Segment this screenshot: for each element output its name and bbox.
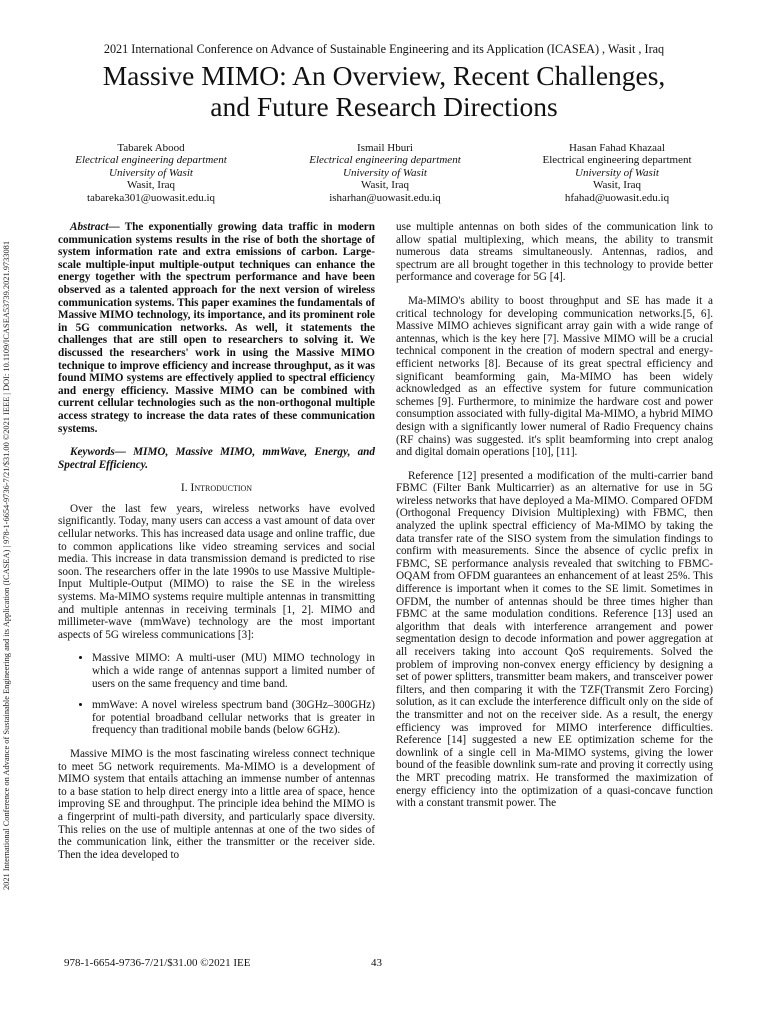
author-city: Wasit, Iraq <box>593 179 641 192</box>
author-university: University of Wasit <box>575 166 659 179</box>
doi-sidebar: 2021 International Conference on Advance of Sustainable Engineering and its Application (ICASEA) | 978-1-6654-9736-7/21/$31.00 ©2021 IEEE | DOI: 10.1109/ICASEA53739.2021.9733081 <box>2 240 11 890</box>
page-number: 43 <box>371 957 382 969</box>
keywords-text: MIMO, Massive MIMO, mmWave, Energy, and Spectral Efficiency. <box>58 446 375 471</box>
technology-list <box>58 652 375 737</box>
author-university: University of Wasit <box>343 166 427 179</box>
section-number: I. <box>180 482 188 495</box>
abstract-label: Abstract— <box>70 221 120 233</box>
author-block-1 <box>36 142 266 204</box>
list-item: • Massive MIMO: A multi-user (MU) MIMO technology in which a wide range of antennas support a limited number of users on the same frequency and time band. <box>92 652 375 690</box>
body-paragraph-3: Reference [12] presented a modification of the multi-carrier band FBMC (Filter Bank Multicarrier) as an alternative for use in 5G wireless networks that have deployed a Ma-MIMO. Compared OFDM (Orthogonal Frequency Division Multiplexing) with FBMC, then analyzed the uplink spectral efficiency of Ma-MIMO by taking the data transfer rate of the SISO system from the simulation findings to confirm with measurements. Since the absence of cyclic prefix in FBMC, SE performance analysis revealed that switching to FBMC-OQAM from OFDM guarantees an enhancement of at least 25%. This difference is important when it comes to the SE limit. Sometimes in OFDM, the number of antennas should be three times higher than FBMC at the same modulation conditions. Reference [13] used an algorithm that deals with interference arrangement and power segmentation design to decode information and power aggregation at all receivers taking into account QoS requirements. Solved the problem of improving non-convex energy efficiency by designing a set of power splitters, transmitter beam makers, and transceiver power filters, and then comparing it with the TZF(Transmit Zero Forcing) solution, as it can exclude the interference difficult only on the side of the transmitter and not on the receiver side. As a result, the energy efficiency was improved for MIMO interference difficulties. Reference [14] suggested a new EE optimization scheme for the downlink of a single cell in Ma-MIMO systems, giving the lower bound of the feasible downlink sum-rate and proving it correctly using the MRT precoding matrix. He transformed the maximization of energy efficiency into the optimization of a quasi-concave function with a constant transmit power. The <box>396 469 713 810</box>
copyright-footer: 978-1-6654-9736-7/21/$31.00 ©2021 IEE <box>64 957 251 969</box>
author-email: tabareka301@uowasit.edu.iq <box>86 191 216 204</box>
list-item: • mmWave: A novel wireless spectrum band (30GHz–300GHz) for potential broadband cellular networks that is greater in frequency than traditional mobile bands (below 6GHz). <box>92 699 375 737</box>
abstract-text: The exponentially growing data traffic in modern communication systems results in the rise of both the shortage of system information rate and extra emissions of carbon. Large-scale multiple-input multiple-output techniques can enhance the energy together with the spectrum performance and have been observed as a talented approach for the next version of wireless communication systems. This paper examines the fundamentals of Massive MIMO technology, its importance, and its prominent role in 5G communication networks. As well, it statements the challenges that are still open to researchers to solving it. We discussed the researchers' work in using the Massive MIMO technique to improve efficiency and increase throughput, as it was found MIMO systems are effectively applied to spectral efficiency and energy efficiency. Massive MIMO can be combined with current cellular technologies such as the non-orthogonal multiple access strategy to increase the data rates of these communication systems. <box>58 221 375 435</box>
conference-header: 2021 International Conference on Advance of Sustainable Engineering and its Application (ICASEA) , Wasit , Iraq <box>103 42 665 56</box>
body-paragraph-2: Ma-MIMO's ability to boost throughput and SE has made it a critical technology for developing communication networks.[5, 6]. Massive MIMO achieves significant array gain with a wide range of antennas, which is the key here [7]. Massive MIMO will be a crucial technical component in the creation of modern spectral and energy-efficient networks [8]. Because of its great spectral efficiency and significant beamforming gain, Ma-MIMO has been widely acknowledged as an effective system for future communication schemes [9]. Furthermore, to minimize the hardware cost and power consumption associated with fully-digital Ma-MIMO, a hybrid MIMO design with a significantly lower numeral of Radio Frequency chains (RF chains) was suggested. it's split beamforming into crept analog and digital domain operations [10], [11]. <box>396 294 713 459</box>
section-heading-introduction <box>58 482 375 495</box>
paper-title <box>40 60 728 122</box>
author-department: Electrical engineering department <box>309 154 461 167</box>
author-name: Tabarek Abood <box>117 142 185 154</box>
keywords <box>58 446 375 471</box>
right-column <box>396 221 713 821</box>
title-line-2: and Future Research Directions <box>210 91 558 122</box>
title-line-1: Massive MIMO: An Overview, Recent Challenges, <box>102 60 666 91</box>
author-block-3 <box>502 142 732 204</box>
author-name: Ismail Hburi <box>357 142 413 154</box>
author-city: Wasit, Iraq <box>361 179 409 192</box>
keywords-label: Keywords— <box>70 446 126 459</box>
section-title: Introduction <box>190 482 253 495</box>
author-university: University of Wasit <box>109 166 193 179</box>
author-name: Hasan Fahad Khazaal <box>569 142 665 154</box>
intro-paragraph-2: Massive MIMO is the most fascinating wireless connect technique to meet 5G network requirements. Ma-MIMO is a development of MIMO system that entails attaching an immense number of antennas to a base station to help direct energy into a little area of space, hence improving SE and throughput. The principle idea behind the MIMO is a fingerprint of multi-path diversity, and particularly space diversity. This relies on the use of multiple antennas at one of the two sides of the communication link, either the transmitter or the receiver side. Then the idea developed to <box>58 747 375 861</box>
abstract <box>58 221 375 435</box>
author-department: Electrical engineering department <box>542 154 692 167</box>
author-email: isharhan@uowasit.edu.iq <box>329 191 441 204</box>
author-department: Electrical engineering department <box>75 154 227 167</box>
body-paragraph-1: use multiple antennas on both sides of the communication link to allow spatial multiplexing, which means, the ability to transmit numerous data streams simultaneously. Antennas, radios, and spectrum are all brought together in this technology to provide better performance and coverage for 5G [4]. <box>396 221 713 284</box>
intro-paragraph-1: Over the last few years, wireless networks have evolved significantly. Today, many users can access a vast amount of data over cellular networks. This has increased data usage and online traffic, due to common applications like video streaming services and social media. This increase in data transmission demand is predicted to rise soon. The researchers offer in the late 1990s to use Massive Multiple-Input Multiple-Output (MIMO) to raise the SE in the wireless systems. Ma-MIMO systems require multiple antennas in transmitting and multiple antennas in receiving terminals [1, 2]. MIMO and millimeter-wave (mmWave) technology are the most important aspects of 5G wireless communications [3]: <box>58 502 375 641</box>
left-column <box>58 221 375 872</box>
author-block-2 <box>270 142 500 204</box>
author-city: Wasit, Iraq <box>127 179 175 192</box>
author-email: hfahad@uowasit.edu.iq <box>564 191 670 204</box>
